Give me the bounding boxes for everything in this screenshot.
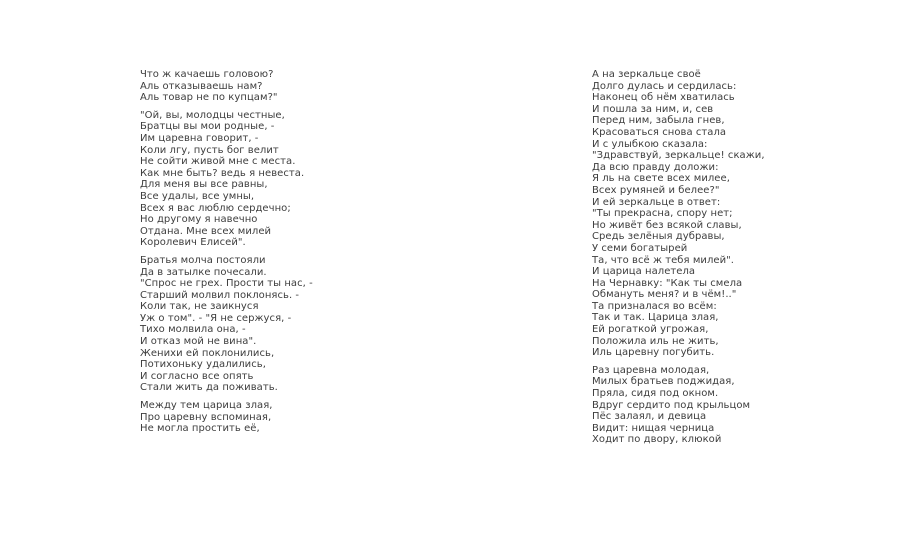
- poem-line: "Спрос не грех. Прости ты нас, -: [140, 278, 313, 290]
- poem-line: Я ль на свете всех милее,: [592, 173, 730, 185]
- poem-line: Да всю правду доложи:: [592, 161, 719, 173]
- stanza: [140, 110, 420, 249]
- poem-line: Все удалы, все умны,: [140, 190, 255, 202]
- poem-line: Между тем царица злая,: [140, 400, 273, 412]
- poem-line: Не могла простить её,: [140, 423, 260, 435]
- poem-line: Милых братьев поджидая,: [592, 376, 735, 388]
- poem-line: Пряла, сидя под окном.: [592, 388, 719, 400]
- poem-line: И отказ мой не вина".: [140, 336, 257, 348]
- poem-line: Так и так. Царица злая,: [592, 312, 719, 324]
- poem-line: Стали жить да поживать.: [140, 382, 278, 394]
- poem-line: Им царевна говорит, -: [140, 132, 259, 144]
- poem-line: Потихоньку удалились,: [140, 359, 266, 371]
- poem-line: Средь зелёныя дубравы,: [592, 231, 725, 243]
- stanza: [592, 365, 872, 446]
- stanza: [140, 400, 420, 435]
- poem-line: Что ж качаешь головою?: [140, 69, 274, 80]
- poem-line: Братья молча постояли: [140, 254, 266, 266]
- poem-line: На Чернавку: "Как ты смела: [592, 277, 743, 289]
- poem-line: "Ты прекрасна, спору нет;: [592, 208, 733, 220]
- stanza: [592, 69, 872, 359]
- poem-line: Всех я вас люблю сердечно;: [140, 202, 291, 214]
- poem-line: Красоваться снова стала: [592, 126, 727, 138]
- poem-line: Всех румяней и белее?": [592, 184, 720, 196]
- poem-line: Коли лгу, пусть бог велит: [140, 144, 279, 156]
- poem-line: Уж о том". - "Я не сержуся, -: [140, 312, 292, 324]
- poem-line: У семи богатырей: [592, 242, 688, 254]
- poem-line: Раз царевна молодая,: [592, 364, 710, 376]
- poem-line: Про царевну вспоминая,: [140, 411, 272, 423]
- poem-line: Та призналася во всём:: [592, 300, 717, 312]
- poem-column-right: [592, 69, 872, 452]
- poem-line: И согласно все опять: [140, 370, 254, 382]
- poem-line: Пёс залаял, и девица: [592, 411, 707, 423]
- poem-line: Но живёт без всякой славы,: [592, 219, 742, 231]
- poem-line: Коли так, не заикнуся: [140, 301, 259, 313]
- poem-line: Ей рогаткой угрожая,: [592, 324, 709, 336]
- poem-line: Иль царевну погубить.: [592, 347, 715, 359]
- poem-line: Аль товар не по купцам?": [140, 92, 278, 104]
- poem-line: Положила иль не жить,: [592, 335, 719, 347]
- poem-line: Отдана. Мне всех милей: [140, 225, 272, 237]
- poem-line: Но другому я навечно: [140, 214, 258, 226]
- poem-line: Как мне быть? ведь я невеста.: [140, 167, 305, 179]
- poem-line: Не сойти живой мне с места.: [140, 156, 296, 168]
- poem-line: Перед ним, забыла гнев,: [592, 115, 725, 127]
- poem-line: Старший молвил поклонясь. -: [140, 289, 300, 301]
- poem-line: Женихи ей поклонились,: [140, 347, 275, 359]
- poem-line: И ей зеркальце в ответ:: [592, 196, 721, 208]
- poem-line: Долго дулась и сердилась:: [592, 80, 737, 92]
- poem-column-left: [140, 69, 420, 441]
- poem-line: Аль отказываешь нам?: [140, 80, 263, 92]
- poem-line: Видит: нищая черница: [592, 422, 715, 434]
- poem-line: "Здравствуй, зеркальце! скажи,: [592, 150, 765, 162]
- poem-line: Для меня вы все равны,: [140, 179, 268, 191]
- poem-line: Вдруг сердито под крыльцом: [592, 399, 751, 411]
- stanza: [140, 69, 420, 104]
- poem-line: Та, что всё ж тебя милей".: [592, 254, 735, 266]
- poem-line: И с улыбкою сказала:: [592, 138, 708, 150]
- poem-line: Тихо молвила она, -: [140, 324, 246, 336]
- stanza: [140, 255, 420, 394]
- poem-line: И царица налетела: [592, 266, 696, 278]
- poem-line: Королевич Елисей".: [140, 237, 246, 249]
- poem-line: А на зеркальце своё: [592, 69, 701, 80]
- poem-line: Да в затылке почесали.: [140, 266, 267, 278]
- poem-line: Обмануть меня? и в чём!..": [592, 289, 737, 301]
- poem-line: "Ой, вы, молодцы честные,: [140, 109, 285, 121]
- poem-line: Ходит по двору, клюкой: [592, 434, 722, 446]
- poem-line: Братцы вы мои родные, -: [140, 121, 275, 133]
- poem-line: Наконец об нём хватилась: [592, 92, 735, 104]
- poem-line: И пошла за ним, и, сев: [592, 103, 714, 115]
